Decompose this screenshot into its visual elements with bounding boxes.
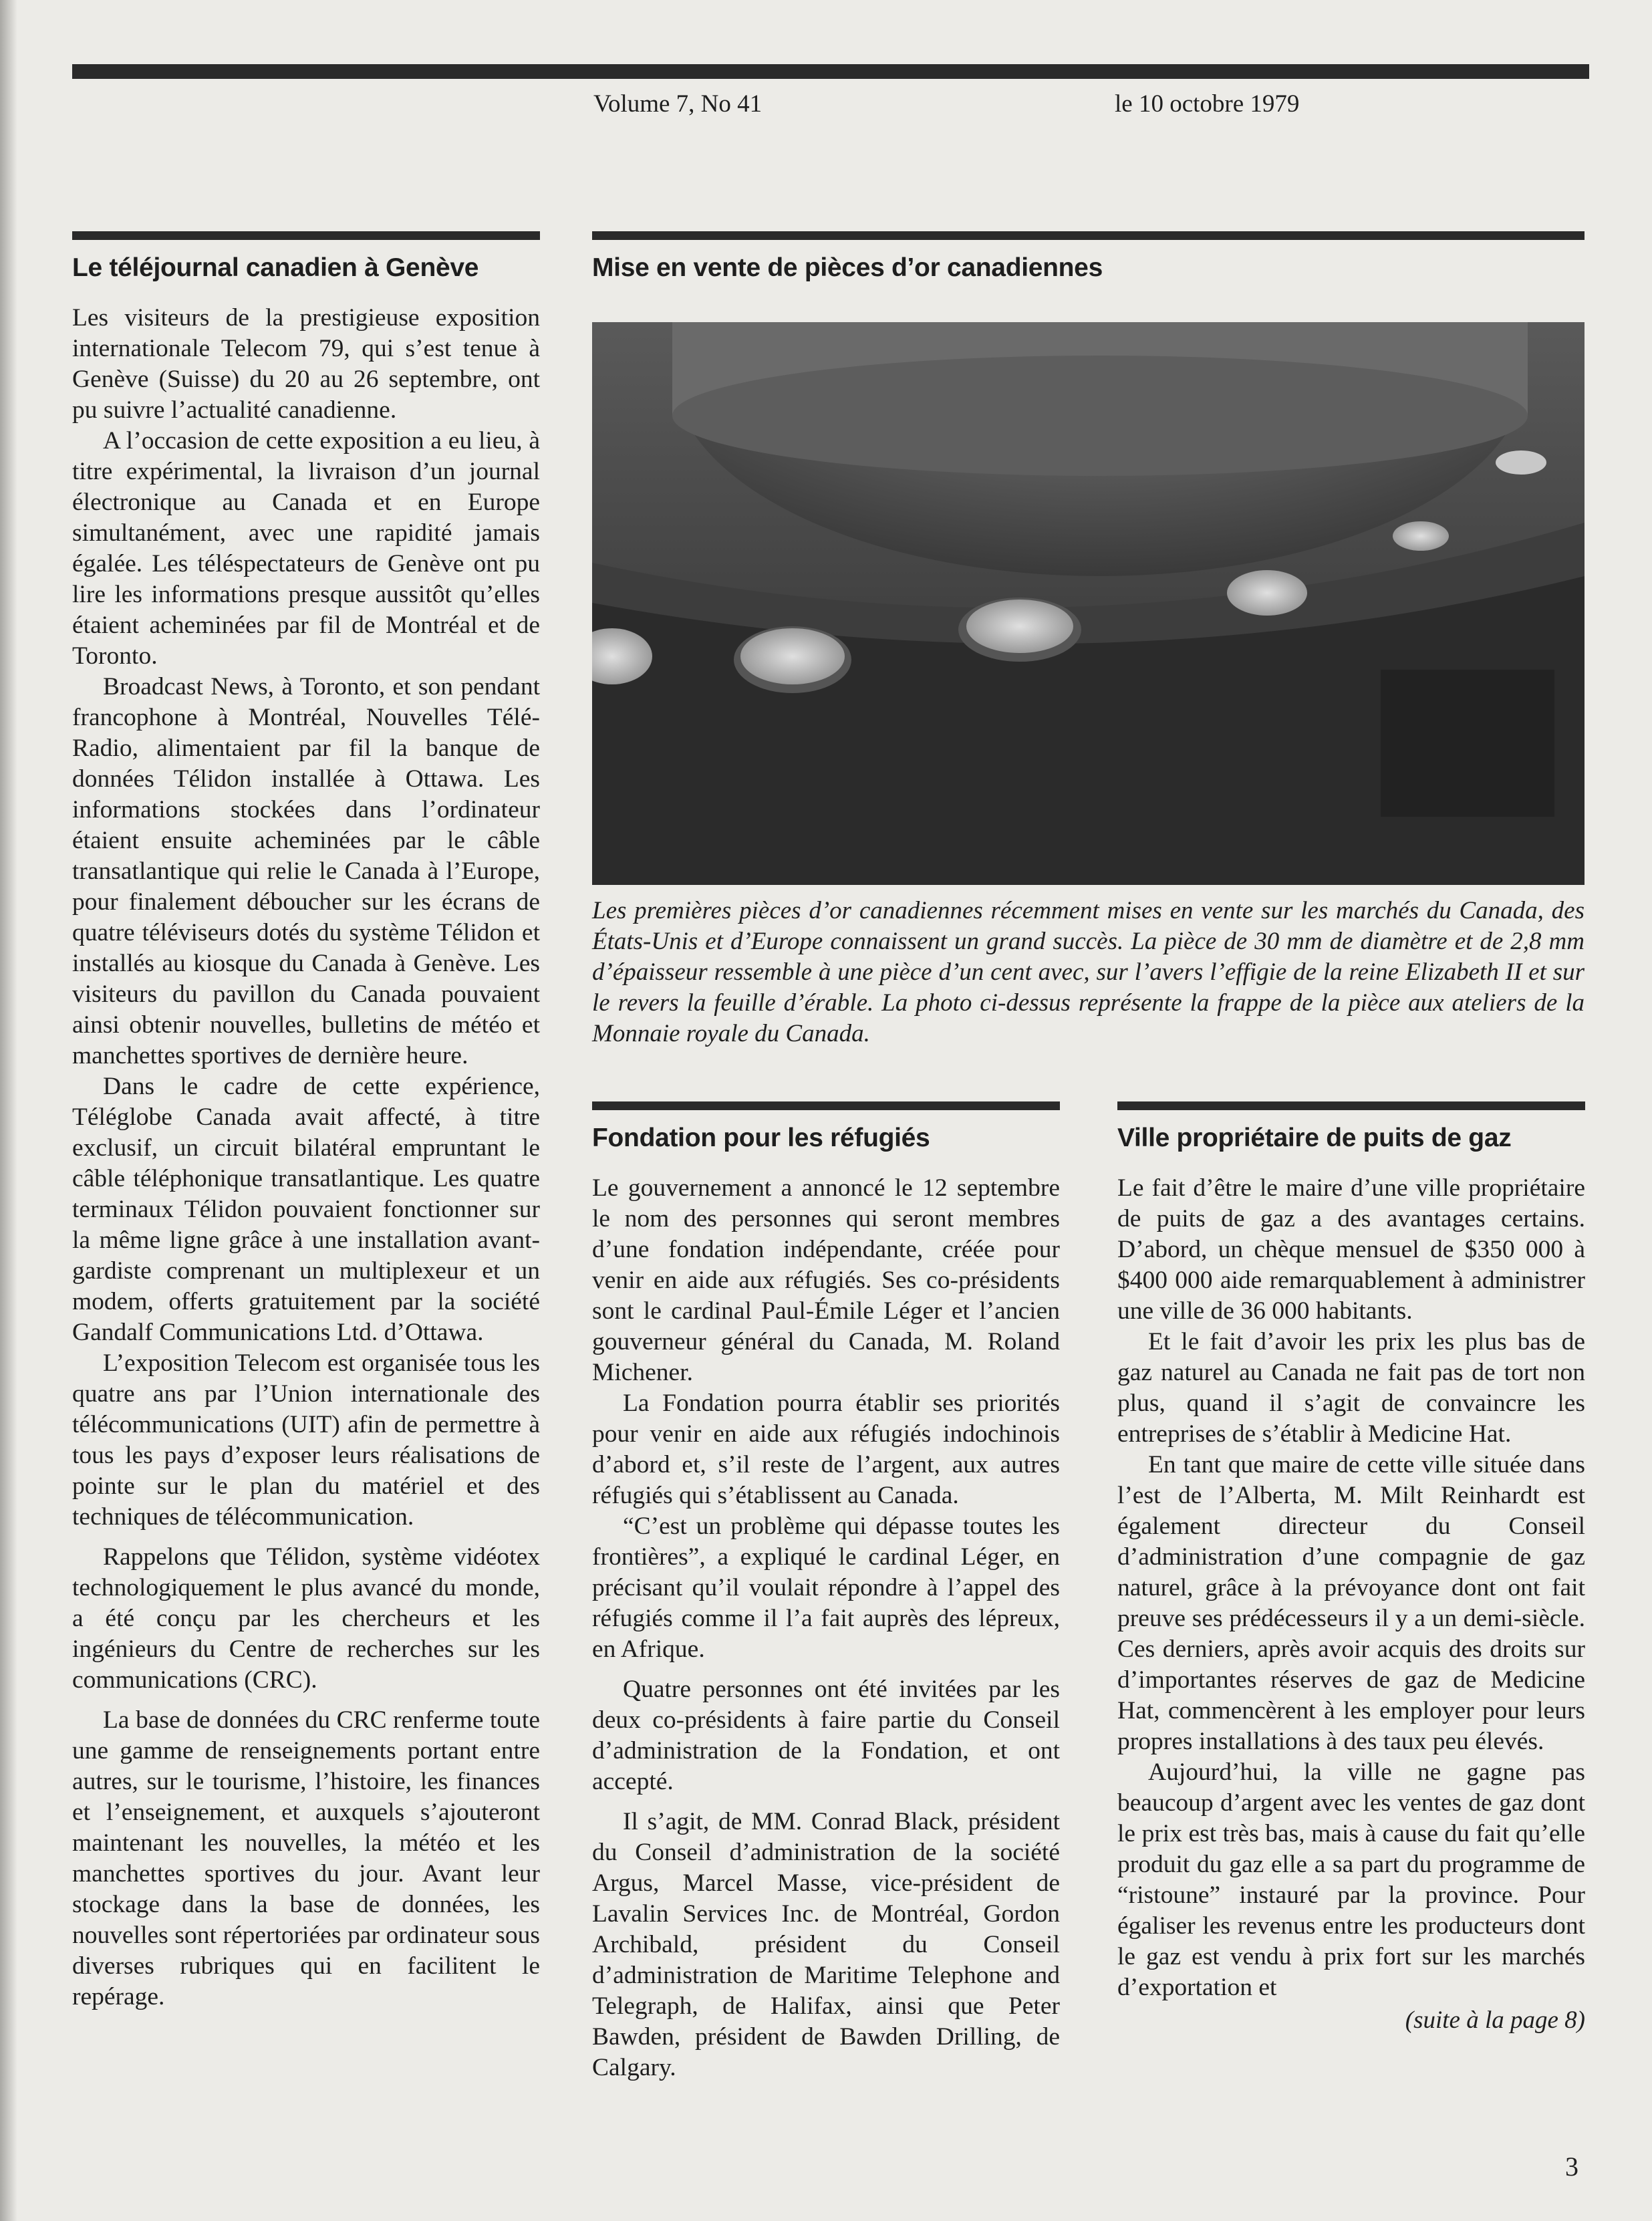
column-rule [592, 1101, 1060, 1110]
article-refugies [592, 1101, 1060, 2083]
continued-note: (suite à la page 8) [1405, 2006, 1585, 2034]
paragraph: Il s’agit, de MM. Conrad Black, président du Conseil d’administration de la société Argus, Marcel Masse, vice-président de Lavalin Services Inc. de Montréal, Gordon Archibald, président du Conseil d’administration de Maritime Telephone and Telegraph, de Halifax, ainsi que Peter Bawden, président de Bawden Drilling, de Calgary. [592, 1808, 1060, 2081]
paragraph: Dans le cadre de cette expérience, Téléglobe Canada avait affecté, à titre exclusif, un circuit bilatéral empruntant le câble téléphonique transatlantique. Les quatre terminaux Télidon pouvaient fonctionner sur la même ligne grâce à une installation avant-gardiste comprenant un multiplexeur et un modem, offerts gratuitement par la société Gandalf Communications Ltd. d’Ottawa. [72, 1073, 540, 1346]
article-title: Fondation pour les réfugiés [592, 1124, 930, 1152]
article-title: Le téléjournal canadien à Genève [72, 253, 479, 282]
article-title: Ville propriétaire de puits de gaz [1117, 1124, 1512, 1152]
page-edge-shadow [0, 0, 17, 2221]
issue-volume: Volume 7, No 41 [593, 90, 763, 118]
column-rule [1117, 1101, 1585, 1110]
column-rule [72, 231, 540, 240]
paragraph: Le fait d’être le maire d’une ville propriétaire de puits de gaz a des avantages certains. D’abord, un chèque mensuel de $350 000 à $400 000 aide remarquablement à administrer une ville de 36 000 habitants. [1117, 1174, 1585, 1325]
paragraph: Les visiteurs de la prestigieuse exposition internationale Telecom 79, qui s’est tenue à Genève (Suisse) du 20 au 26 septembre, ont pu suivre l’actualité canadienne. [72, 304, 540, 424]
coin-minting-photo [592, 322, 1585, 885]
paragraph: A l’occasion de cette exposition a eu lieu, à titre expérimental, la livraison d’un journal électronique au Canada et en Europe simultanément, avec une rapidité jamais égalée. Les téléspectateurs de Genève ont pu lire les informations presque aussitôt qu’elles étaient acheminées par fil de Montréal et de Toronto. [72, 427, 540, 670]
article-body [592, 1173, 1060, 2083]
article-title: Mise en vente de pièces d’or canadiennes [592, 253, 1103, 282]
paragraph: La Fondation pourra établir ses priorités pour venir en aide aux réfugiés indochinois d’abord et, s’il reste de l’argent, aux autres réfugiés qui s’établissent au Canada. [592, 1390, 1060, 1509]
paragraph: Rappelons que Télidon, système vidéotex technologiquement le plus avancé du monde, a été conçu par les chercheurs et les ingénieurs du Centre de recherches sur les communications (CRC). [72, 1543, 540, 1694]
column-rule [592, 231, 1585, 240]
minting-press-image [592, 322, 1585, 885]
paragraph: Aujourd’hui, la ville ne gagne pas beaucoup d’argent avec les ventes de gaz dont le prix est très bas, mais à cause du fait qu’elle produit du gaz elle a sa part du programme de “ristoune” instauré par la province. Pour égaliser les revenus entre les producteurs dont le gaz est vendu à prix fort sur les marchés d’exportation et [1117, 1758, 1585, 2001]
paragraph: Le gouvernement a annoncé le 12 septembre le nom des personnes qui seront membres d’une fondation indépendante, créée pour venir en aide aux réfugiés. Ses co-présidents sont le cardinal Paul-Émile Léger et l’ancien gouverneur général du Canada, M. Roland Michener. [592, 1174, 1060, 1386]
paragraph: Broadcast News, à Toronto, et son pendant francophone à Montréal, Nouvelles Télé-Radio, alimentaient par fil la banque de données Télidon installée à Ottawa. Les informations stockées dans l’ordinateur étaient ensuite acheminées par le câble transatlantique qui relie le Canada à l’Europe, pour finalement déboucher sur les écrans de quatre téléviseurs dotés du système Télidon et installés au kiosque du Canada à Genève. Les visiteurs du pavillon du Canada pouvaient ainsi obtenir nouvelles, bulletins de météo et manchettes sportives de dernière heure. [72, 673, 540, 1069]
paragraph: “C’est un problème qui dépasse toutes les frontières”, a expliqué le cardinal Léger, en précisant qu’il voulait répondre à l’appel des réfugiés comme il l’a fait auprès des lépreux, en Afrique. [592, 1513, 1060, 1663]
issue-date: le 10 octobre 1979 [1115, 90, 1300, 118]
photo-caption: Les premières pièces d’or canadiennes récemment mises en vente sur les marchés du Canada, des États-Unis et d’Europe connaissent un grand succès. La pièce de 30 mm de diamètre et de 2,8 mm d’épaisseur ressemble à une pièce d’un cent avec, sur l’avers l’effigie de la reine Elizabeth II et sur le revers la feuille d’érable. La photo ci-dessus représente la frappe de la pièce aux ateliers de la Monnaie royale du Canada. [592, 897, 1585, 1047]
article-geneve [72, 231, 540, 2012]
paragraph: Et le fait d’avoir les prix les plus bas de gaz naturel au Canada ne fait pas de tort non plus, quand il s’agit de convaincre les entreprises de s’établir à Medicine Hat. [1117, 1328, 1585, 1448]
article-gaz [1117, 1101, 1585, 2035]
masthead-rule [72, 64, 1589, 79]
paragraph: En tant que maire de cette ville située dans l’est de l’Alberta, M. Milt Reinhardt est également directeur du Conseil d’administration d’une compagnie de gaz naturel, grâce à la prévoyance dont ont fait preuve ses prédécesseurs il y a un demi-siècle. Ces derniers, après avoir acquis des droits sur d’importantes réserves de gaz de Medicine Hat, commencèrent à les employer pour leurs propres installations à des taux peu élevés. [1117, 1451, 1585, 1755]
article-or [592, 231, 1585, 283]
article-body [72, 303, 540, 2012]
page-number: 3 [1565, 2151, 1578, 2182]
article-body [1117, 1173, 1585, 2003]
paragraph: La base de données du CRC renferme toute une gamme de renseignements portant entre autres, sur le tourisme, l’histoire, les finances et l’enseignement, et auxquels s’ajouteront maintenant les nouvelles, la météo et les manchettes sportives du jour. Avant leur stockage dans la base de données, les nouvelles sont répertoriées par ordinateur sous diverses rubriques qui en facilitent le repérage. [72, 1706, 540, 2010]
paragraph: L’exposition Telecom est organisée tous les quatre ans par l’Union internationale des télécommunications (UIT) afin de permettre à tous les pays d’exposer leurs réalisations de pointe sur le plan du matériel et des techniques de télécommunication. [72, 1349, 540, 1531]
paragraph: Quatre personnes ont été invitées par les deux co-présidents à faire partie du Conseil d’administration de la Fondation, et ont accepté. [592, 1676, 1060, 1795]
